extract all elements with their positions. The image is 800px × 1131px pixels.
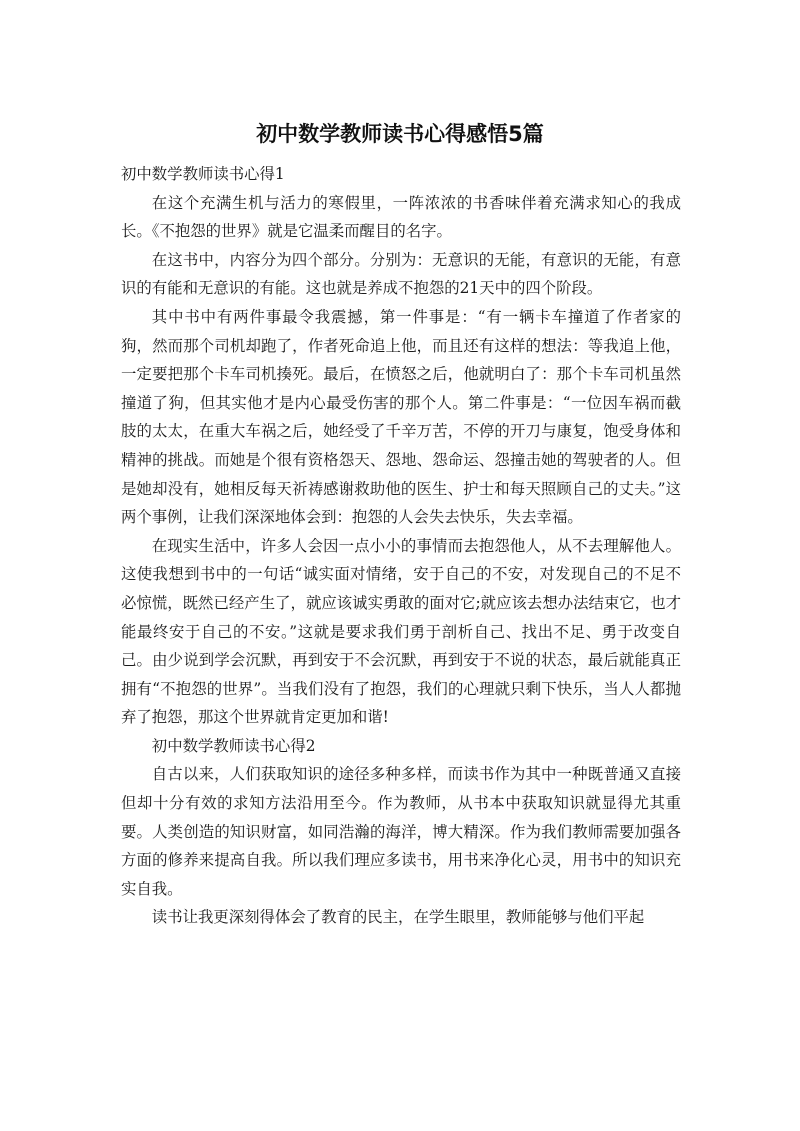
- document-body: [121, 160, 681, 932]
- section-heading-2: 初中数学教师读书心得2: [151, 736, 316, 755]
- section-heading-1: 初中数学教师读书心得1: [121, 165, 285, 183]
- paragraph: 在这个充满生机与活力的寒假里，一阵浓浓的书香味伴着充满求知心的我成长。《不抱怨的世界》就是它温柔而醒目的名字。: [121, 193, 681, 241]
- paragraph: 自古以来，人们获取知识的途径多种多样，而读书作为其中一种既普通又直接但却十分有效的求知方法沿用至今。作为教师，从书本中获取知识就显得尤其重要。人类创造的知识财富，如同浩瀚的海洋，博大精深。作为我们教师需要加强各方面的修养来提高自我。所以我们理应多读书，用书来净化心灵，用书中的知识充实自我。: [121, 765, 681, 898]
- paragraph: 在这书中，内容分为四个部分。分别为：无意识的无能，有意识的无能，有意识的有能和无意识的有能。这也就是养成不抱怨的21天中的四个阶段。: [121, 250, 681, 298]
- paragraph: 读书让我更深刻得体会了教育的民主，在学生眼里，教师能够与他们平起: [151, 908, 645, 927]
- page-title: 初中数学教师读书心得感悟5篇: [256, 122, 544, 146]
- paragraph: 在现实生活中，许多人会因一点小小的事情而去抱怨他人，从不去理解他人。这使我想到书中的一句话“诚实面对情绪，安于自己的不安，对发现自己的不足不必惊慌，既然已经产生了，就应该诚实勇敢的面对它;就应该去想办法结束它，也才能最终安于自己的不安。”这就是要求我们勇于剖析自己、找出不足、勇于改变自己。由少说到学会沉默，再到安于不会沉默，再到安于不说的状态，最后就能真正拥有“不抱怨的世界”。当我们没有了抱怨，我们的心理就只剩下快乐，当人人都抛弃了抱怨，那这个世界就肯定更加和谐!: [121, 536, 681, 727]
- paragraph: 其中书中有两件事最令我震撼，第一件事是：“有一辆卡车撞道了作者家的狗，然而那个司机却跑了，作者死命追上他，而且还有这样的想法：等我追上他，一定要把那个卡车司机揍死。最后，在愤怒之后，他就明白了：那个卡车司机虽然撞道了狗，但其实他才是内心最受伤害的那个人。第二件事是：“一位因车祸而截肢的太太，在重大车祸之后，她经受了千辛万苦，不停的开刀与康复，饱受身体和精神的挑战。而她是个很有资格怨天、怨地、怨命运、怨撞击她的驾驶者的人。但是她却没有，她相反每天祈祷感谢救助他的医生、护士和每天照顾自己的丈夫。”这两个事例，让我们深深地体会到：抱怨的人会失去快乐，失去幸福。: [121, 307, 681, 527]
